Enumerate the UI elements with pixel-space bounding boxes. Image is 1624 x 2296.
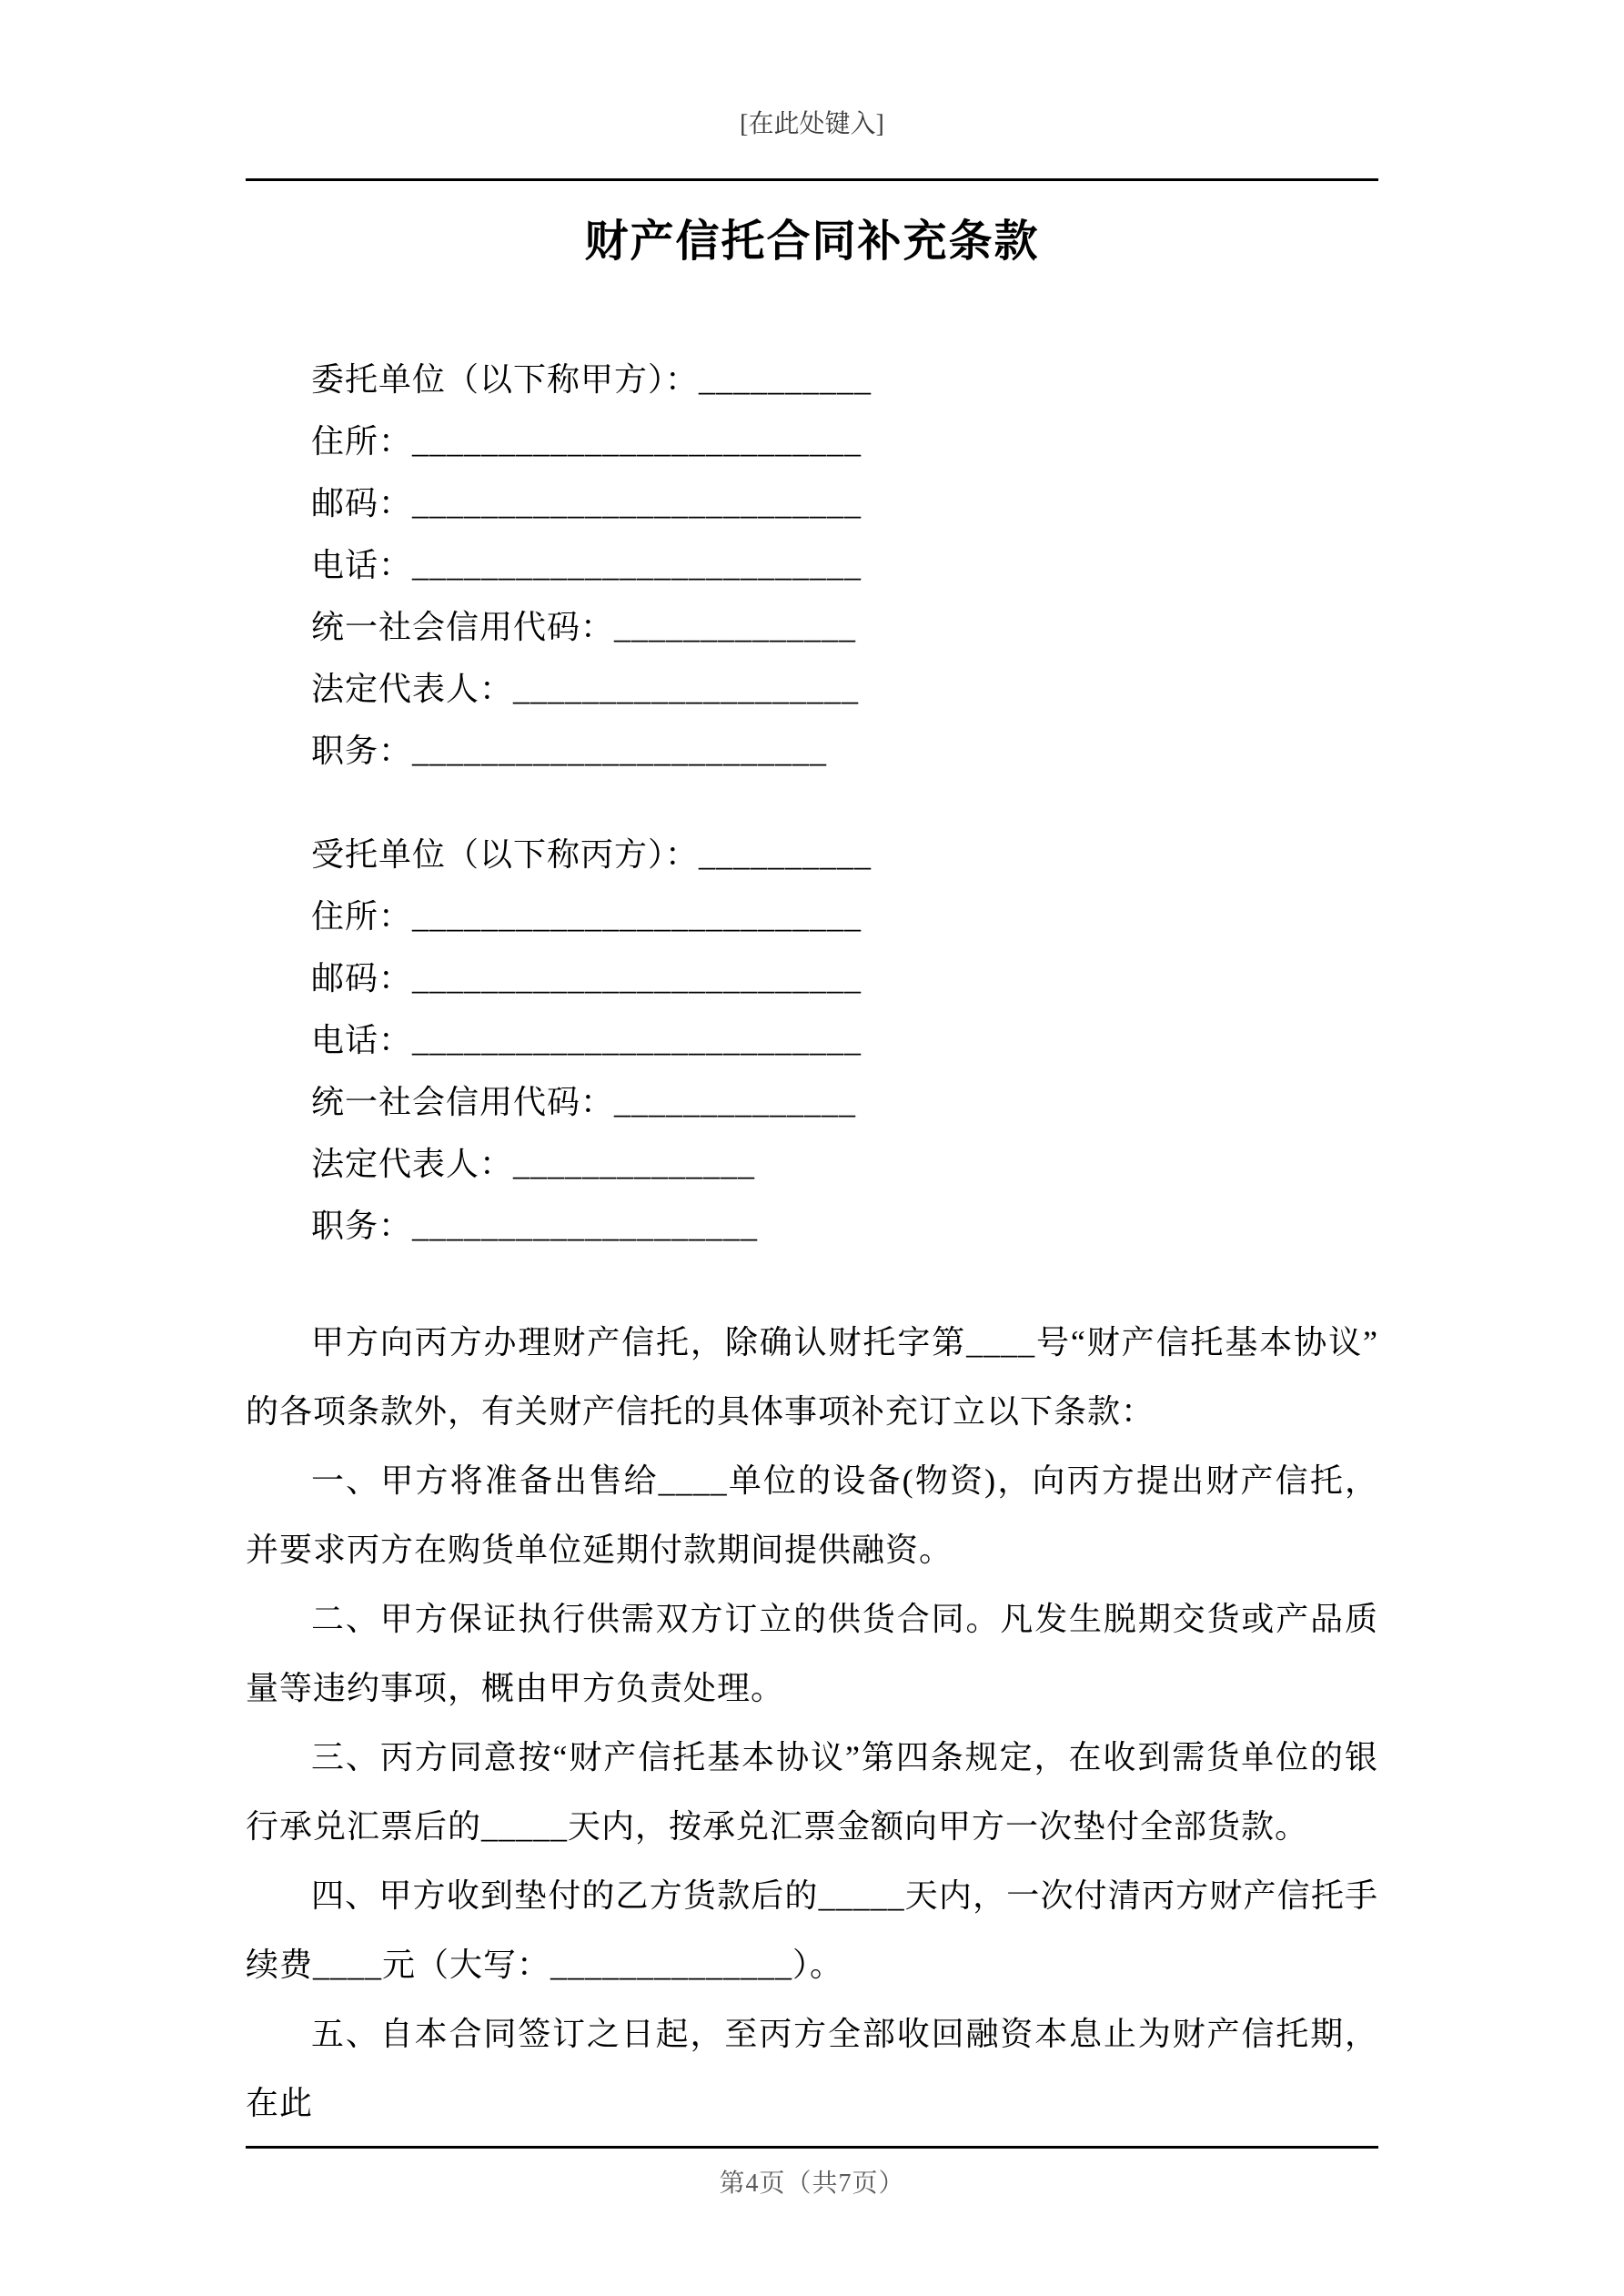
party-a-address-line: 住所：__________________________ (311, 423, 862, 460)
page-number: 第4页（共7页） (719, 2170, 905, 2198)
party-b-section (246, 824, 1378, 1257)
party-b-phone-line: 电话：__________________________ (311, 1022, 862, 1058)
party-a-phone-line: 电话：__________________________ (311, 547, 862, 583)
contract-clause-4: 四、甲方收到垫付的乙方货款后的_____天内，一次付清丙方财产信托手续费____元（大写：______________）。 (246, 1877, 1378, 1983)
party-a-section (246, 349, 1378, 782)
document-title: 财产信托合同补充条款 (584, 217, 1040, 266)
contract-clause-5: 五、自本合同签订之日起，至丙方全部收回融资本息止为财产信托期，在此 (246, 2016, 1378, 2121)
party-b-entrusted-unit-line: 受托单位（以下称丙方）：__________ (311, 836, 873, 873)
header-rule (246, 178, 1378, 181)
contract-clause-2: 二、甲方保证执行供需双方订立的供货合同。凡发生脱期交货或产品质量等违约事项，概由甲方负责处理。 (246, 1601, 1378, 1706)
footer-rule (246, 2146, 1378, 2149)
contract-body (246, 1308, 1378, 2138)
party-a-postcode-line: 邮码：__________________________ (311, 485, 862, 521)
party-a-entrusting-unit-line: 委托单位（以下称甲方）：__________ (311, 361, 873, 398)
party-a-legal-representative-line: 法定代表人：____________________ (311, 671, 860, 707)
contract-intro-paragraph: 甲方向丙方办理财产信托，除确认财托字第____号“财产信托基本协议”的各项条款外，有关财产信托的具体事项补充订立以下条款： (246, 1324, 1378, 1430)
header-type-placeholder[interactable]: [在此处键入] (740, 110, 884, 138)
party-b-position-line: 职务：____________________ (311, 1208, 759, 1244)
party-b-postcode-line: 邮码：__________________________ (311, 960, 862, 996)
party-b-legal-representative-line: 法定代表人：______________ (311, 1146, 756, 1182)
party-b-address-line: 住所：__________________________ (311, 898, 862, 935)
page-footer (246, 2146, 1378, 2200)
contract-clause-3: 三、丙方同意按“财产信托基本协议”第四条规定，在收到需货单位的银行承兑汇票后的_____天内，按承兑汇票金额向甲方一次垫付全部货款。 (246, 1739, 1378, 1845)
party-a-credit-code-line: 统一社会信用代码：______________ (311, 609, 857, 645)
page-header (246, 107, 1378, 142)
contract-clause-1: 一、甲方将准备出售给____单位的设备(物资)，向丙方提出财产信托，并要求丙方在购货单位延期付款期间提供融资。 (246, 1462, 1378, 1568)
party-b-credit-code-line: 统一社会信用代码：______________ (311, 1084, 857, 1120)
party-a-position-line: 职务：________________________ (311, 733, 828, 769)
